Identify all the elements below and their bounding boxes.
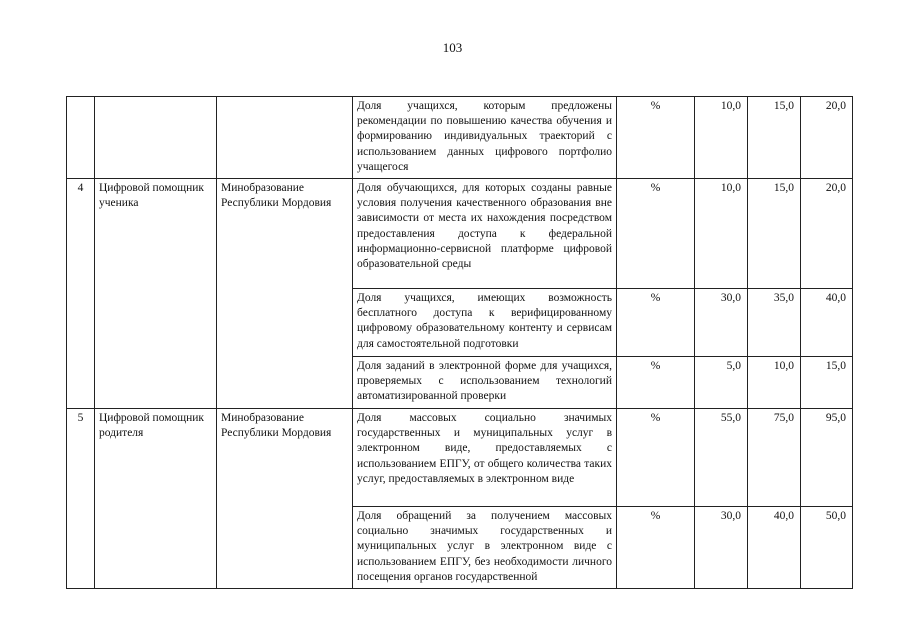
value-cell-2: 35,0 [748,289,801,357]
indicator-cell: Доля заданий в электронной форме для учащихся, проверяемых с использованием технологий автоматизированной проверки [353,357,617,409]
row-number-cell [67,97,95,179]
indicator-cell: Доля обучающихся, для которых созданы равные условия получения качественного образования вне зависимости от места их нахождения посредством предоставления доступа к федеральной информационно-сервисной платформе цифровой образовательной среды [353,179,617,289]
value-cell-2: 10,0 [748,357,801,409]
project-name-cell [95,97,217,179]
unit-cell: % [617,357,695,409]
value-cell-3: 20,0 [801,97,853,179]
value-cell-1: 55,0 [695,409,748,507]
table-row [67,409,853,507]
indicators-table [66,96,853,589]
indicator-cell: Доля массовых социально значимых государственных и муниципальных услуг в электронном виде, предоставляемых с использованием ЕПГУ, от общего количества таких услуг, предоставляемых в электронном виде [353,409,617,507]
responsible-org-cell [217,97,353,179]
unit-cell: % [617,97,695,179]
responsible-org-cell: Минобразование Республики Мордовия [217,409,353,589]
table-row [67,97,853,179]
value-cell-1: 30,0 [695,507,748,589]
unit-cell: % [617,179,695,289]
value-cell-3: 50,0 [801,507,853,589]
table-row [67,179,853,289]
responsible-org-cell: Минобразование Республики Мордовия [217,179,353,409]
row-number-cell: 4 [67,179,95,409]
value-cell-3: 15,0 [801,357,853,409]
value-cell-2: 75,0 [748,409,801,507]
indicator-cell: Доля обращений за получением массовых социально значимых государственных и муниципальных услуг в электронном виде с использованием ЕПГУ, без необходимости личного посещения органов государственной [353,507,617,589]
value-cell-2: 40,0 [748,507,801,589]
row-number-cell: 5 [67,409,95,589]
value-cell-2: 15,0 [748,97,801,179]
value-cell-3: 40,0 [801,289,853,357]
value-cell-2: 15,0 [748,179,801,289]
value-cell-3: 20,0 [801,179,853,289]
value-cell-1: 30,0 [695,289,748,357]
indicator-cell: Доля учащихся, имеющих возможность бесплатного доступа к верифицированному цифровому образовательному контенту и сервисам для самостоятельной подготовки [353,289,617,357]
value-cell-1: 10,0 [695,97,748,179]
project-name-cell: Цифровой помощник родителя [95,409,217,589]
value-cell-1: 10,0 [695,179,748,289]
indicator-cell: Доля учащихся, которым предложены рекомендации по повышению качества обучения и формированию индивидуальных траекторий с использованием данных цифрового портфолио учащегося [353,97,617,179]
unit-cell: % [617,507,695,589]
value-cell-1: 5,0 [695,357,748,409]
unit-cell: % [617,409,695,507]
unit-cell: % [617,289,695,357]
value-cell-3: 95,0 [801,409,853,507]
project-name-cell: Цифровой помощник ученика [95,179,217,409]
page-number: 103 [442,40,463,55]
